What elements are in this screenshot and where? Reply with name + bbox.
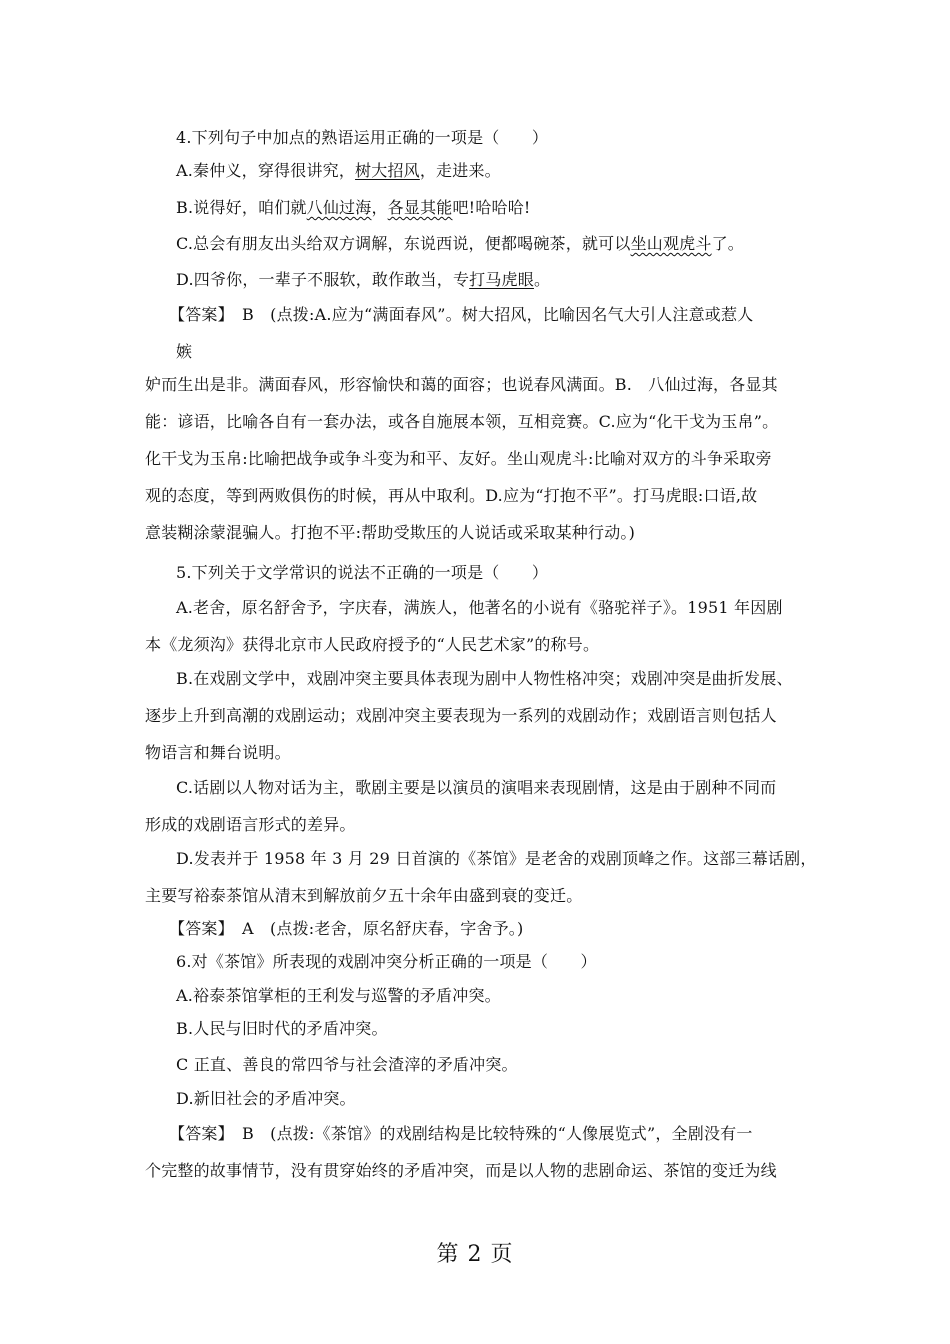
q4-answer-line: 妒而生出是非。满面春风，形容愉快和蔼的面容；也说春风满面。B. 八仙过海，各显其 xyxy=(145,375,778,394)
q5-option-d-line: 主要写裕泰茶馆从清末到解放前夕五十余年由盛到衰的变迁。 xyxy=(145,886,583,905)
idiom: 坐山观虎斗 xyxy=(630,234,712,253)
page-number: 第 2 页 xyxy=(436,1242,514,1267)
q4-answer-line: 意装糊涂蒙混骗人。打抱不平:帮助受欺压的人说话或采取某种行动。) xyxy=(145,523,636,542)
q4-option-a: A.秦仲义，穿得很讲究，树大招风，走进来。 xyxy=(176,161,501,180)
q5-stem: 5.下列关于文学常识的说法不正确的一项是（ ） xyxy=(176,563,549,582)
q4-answer-line: 化干戈为玉帛:比喻把战争或争斗变为和平、友好。坐山观虎斗:比喻对双方的斗争采取旁 xyxy=(145,449,772,468)
q4-option-d: D.四爷你，一辈子不服软，敢作敢当，专打马虎眼。 xyxy=(176,270,551,289)
q4-answer-line: 【答案】 B (点拨:A.应为“满面春风”。树大招风，比喻因名气大引人注意或惹人 xyxy=(169,305,754,324)
idiom: 八仙过海 xyxy=(306,198,372,217)
q5-option-b-line: 物语言和舞台说明。 xyxy=(145,743,291,762)
idiom: 各显其能 xyxy=(387,198,453,217)
q5-option-c-line: C.话剧以人物对话为主，歌剧主要是以演员的演唱来表现剧情，这是由于剧种不同而 xyxy=(176,778,777,797)
idiom: 打马虎眼 xyxy=(469,270,534,289)
q5-option-c-line: 形成的戏剧语言形式的差异。 xyxy=(145,815,356,834)
idiom: 树大招风 xyxy=(355,161,420,180)
q4-option-b: B.说得好，咱们就八仙过海，各显其能吧!哈哈哈! xyxy=(176,198,531,217)
q5-option-a-line: A.老舍，原名舒舍予，字庆春，满族人，他著名的小说有《骆驼祥子》。1951 年因剧 xyxy=(176,598,783,617)
q5-answer: 【答案】 A (点拨:老舍，原名舒庆春，字舍予。) xyxy=(169,919,524,938)
q5-option-a-line: 本《龙须沟》获得北京市人民政府授予的“人民艺术家”的称号。 xyxy=(145,635,600,654)
q6-answer-line: 【答案】 B (点拨:《茶馆》的戏剧结构是比较特殊的“人像展览式”，全剧没有一 xyxy=(169,1124,753,1143)
q6-option-d: D.新旧社会的矛盾冲突。 xyxy=(176,1089,356,1108)
q5-option-b-line: 逐步上升到高潮的戏剧运动；戏剧冲突主要表现为一系列的戏剧动作；戏剧语言则包括人 xyxy=(145,706,777,725)
q6-option-b: B.人民与旧时代的矛盾冲突。 xyxy=(176,1019,388,1038)
q6-answer-line: 个完整的故事情节，没有贯穿始终的矛盾冲突，而是以人物的悲剧命运、茶馆的变迁为线 xyxy=(145,1161,777,1180)
q4-answer-line: 能：谚语，比喻各自有一套办法，或各自施展本领，互相竞赛。C.应为“化干戈为玉帛”。 xyxy=(145,412,779,431)
q5-option-b-line: B.在戏剧文学中，戏剧冲突主要具体表现为剧中人物性格冲突；戏剧冲突是曲折发展、 xyxy=(176,669,793,688)
q6-option-c: C 正直、善良的常四爷与社会渣滓的矛盾冲突。 xyxy=(176,1055,518,1074)
q4-answer-line: 观的态度，等到两败俱伤的时候，再从中取利。D.应为“打抱不平”。打马虎眼:口语,故 xyxy=(145,486,758,505)
q4-answer-line: 嫉 xyxy=(176,342,193,361)
q5-option-d-line: D.发表并于 1958 年 3 月 29 日首演的《茶馆》是老舍的戏剧顶峰之作。这部三幕话剧， xyxy=(176,849,817,868)
q4-option-c: C.总会有朋友出头给双方调解，东说西说，便都喝碗茶，就可以坐山观虎斗了。 xyxy=(176,234,744,253)
q6-stem: 6.对《茶馆》所表现的戏剧冲突分析正确的一项是（ ） xyxy=(176,952,597,971)
q6-option-a: A.裕泰茶馆掌柜的王利发与巡警的矛盾冲突。 xyxy=(176,986,501,1005)
q4-stem: 4.下列句子中加点的熟语运用正确的一项是（ ） xyxy=(176,128,549,147)
